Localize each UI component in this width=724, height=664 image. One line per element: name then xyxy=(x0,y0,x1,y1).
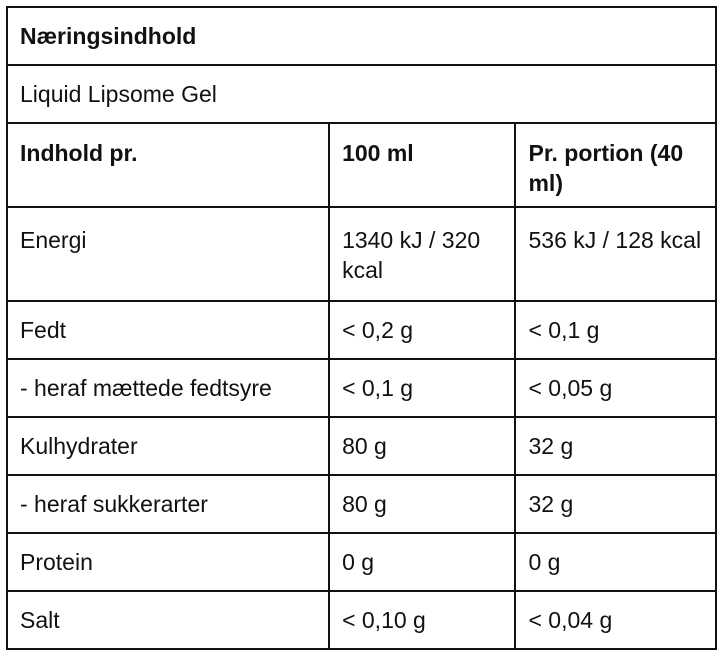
value-per-portion: < 0,1 g xyxy=(515,301,716,359)
table-row xyxy=(7,417,716,475)
value-per-portion: < 0,04 g xyxy=(515,591,716,649)
table-row xyxy=(7,533,716,591)
nutrient-name: Energi xyxy=(7,207,329,301)
nutrition-table-container xyxy=(6,6,717,650)
nutrition-table xyxy=(6,6,717,650)
value-per-portion: 0 g xyxy=(515,533,716,591)
value-per-portion: 536 kJ / 128 kcal xyxy=(515,207,716,301)
value-per-100ml: 80 g xyxy=(329,417,515,475)
value-per-portion: 32 g xyxy=(515,475,716,533)
value-per-100ml: 0 g xyxy=(329,533,515,591)
value-per-portion: < 0,05 g xyxy=(515,359,716,417)
header-per-100ml: 100 ml xyxy=(329,123,515,207)
nutrient-name: Kulhydrater xyxy=(7,417,329,475)
header-label: Indhold pr. xyxy=(7,123,329,207)
table-row xyxy=(7,301,716,359)
nutrient-name: Fedt xyxy=(7,301,329,359)
value-per-portion: 32 g xyxy=(515,417,716,475)
nutrient-name: - heraf sukkerarter xyxy=(7,475,329,533)
product-row xyxy=(7,65,716,123)
product-name: Liquid Lipsome Gel xyxy=(7,65,716,123)
value-per-100ml: < 0,10 g xyxy=(329,591,515,649)
table-row xyxy=(7,207,716,301)
header-row xyxy=(7,123,716,207)
value-per-100ml: 1340 kJ / 320 kcal xyxy=(329,207,515,301)
nutrient-name: Protein xyxy=(7,533,329,591)
value-per-100ml: < 0,2 g xyxy=(329,301,515,359)
table-title-row xyxy=(7,7,716,65)
table-row xyxy=(7,591,716,649)
value-per-100ml: 80 g xyxy=(329,475,515,533)
header-per-portion: Pr. portion (40 ml) xyxy=(515,123,716,207)
table-title: Næringsindhold xyxy=(7,7,716,65)
nutrient-name: - heraf mættede fedtsyre xyxy=(7,359,329,417)
value-per-100ml: < 0,1 g xyxy=(329,359,515,417)
table-row xyxy=(7,359,716,417)
nutrient-name: Salt xyxy=(7,591,329,649)
table-row xyxy=(7,475,716,533)
